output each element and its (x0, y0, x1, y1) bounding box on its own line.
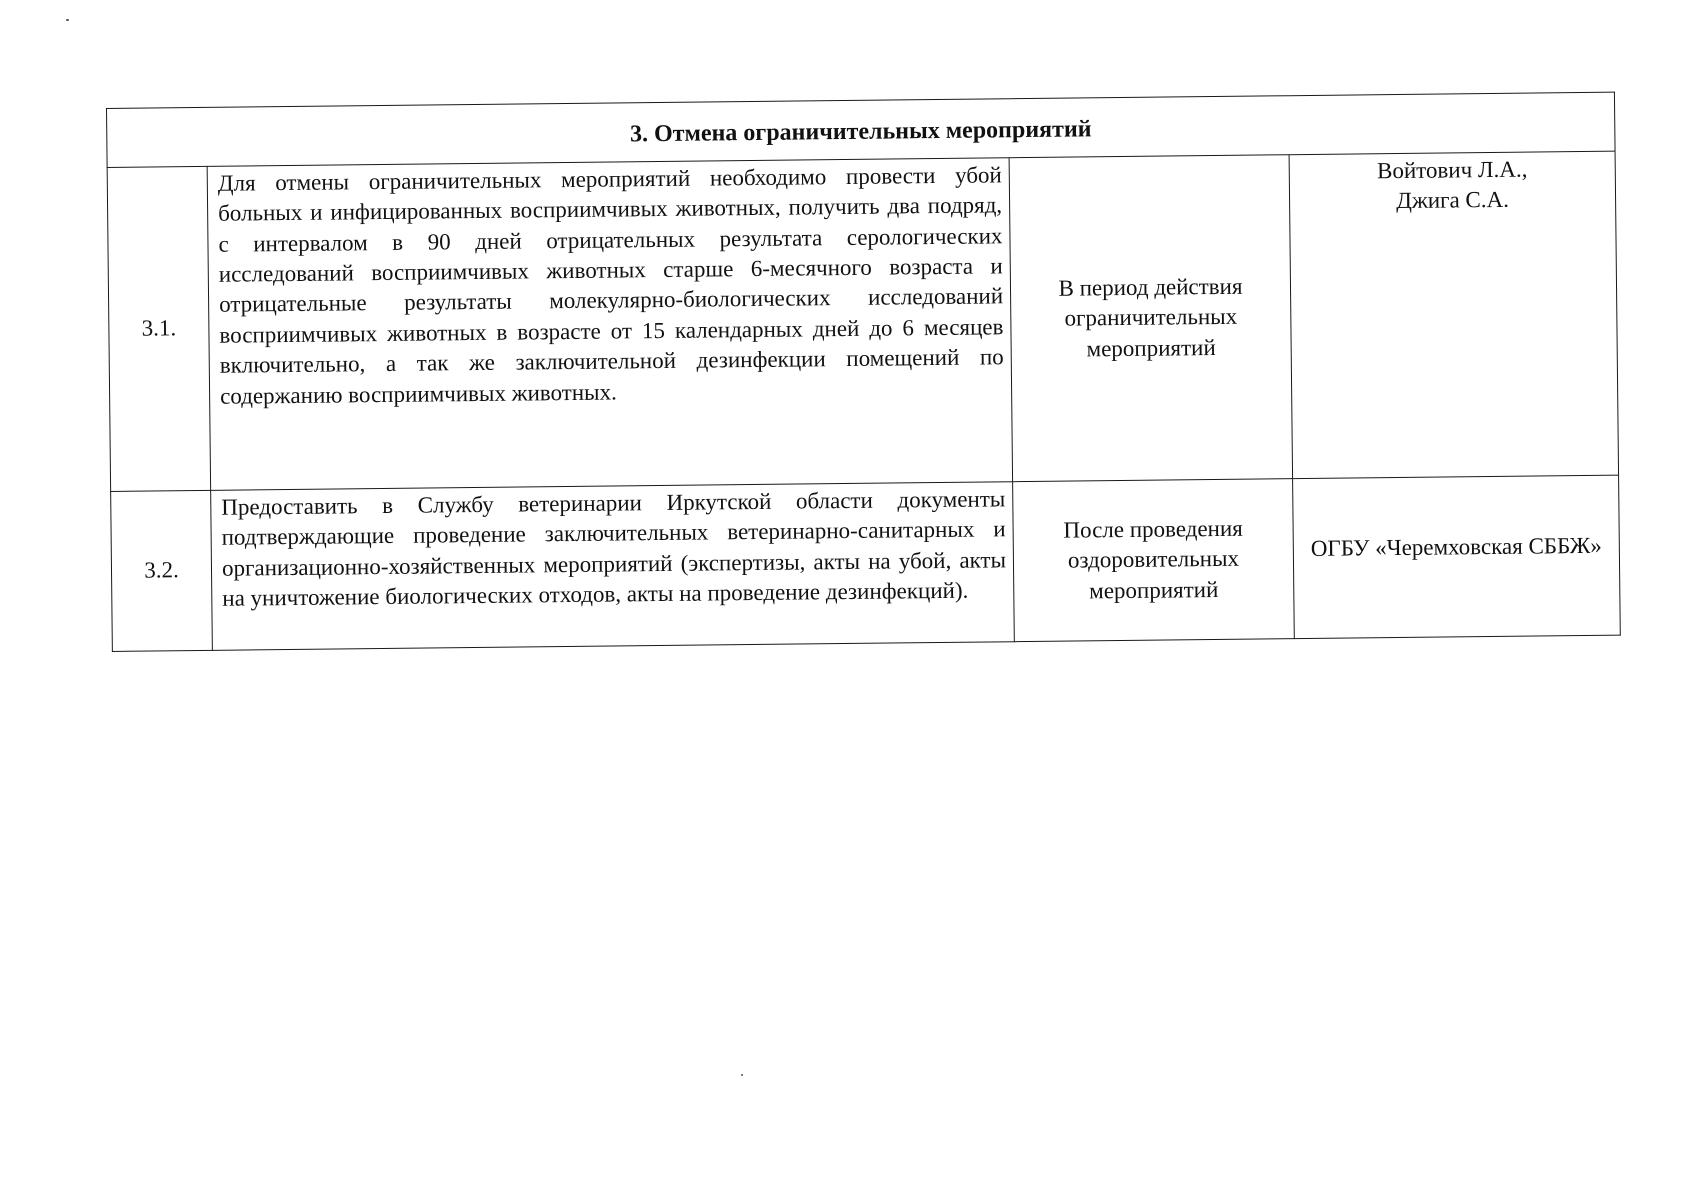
measures-table (106, 92, 1621, 652)
scan-speck (741, 1074, 743, 1076)
row-number: 3.1. (107, 166, 211, 491)
responsible-persons (1289, 151, 1618, 479)
responsible-organization: ОГБУ «Черемховская СББЖ» (1293, 475, 1621, 639)
measures-table-wrap (106, 92, 1620, 652)
section-title: 3. Отмена ограничительных мероприятий (107, 92, 1616, 167)
table-row (111, 475, 1621, 651)
execution-term: В период действия ограничительных мероприятий (1009, 155, 1292, 482)
execution-term: После проведения оздоровительных мероприятий (1013, 479, 1295, 642)
responsible-person: Войтович Л.А., (1376, 156, 1528, 184)
table-row (107, 151, 1618, 491)
responsible-person: Джига С.А. (1396, 187, 1510, 214)
scan-speck (66, 19, 69, 21)
task-description: Для отмены ограничительных мероприятий необходимо провести убой больных и инфицированных восприимчивых животных, получить два подряд, с интервалом в 90 дней отрицательных результата серологических исследований восприимчивых животных старше 6-месячного возраста и отрицательные результаты молекулярно-биологических исследований восприимчивых животных в возрасте от 15 календарных дней до 6 месяцев включительно, а так же заключительной дезинфекции помещений по содержанию восприимчивых животных. (207, 158, 1012, 491)
row-number: 3.2. (111, 490, 213, 651)
task-description: Предоставить в Службу ветеринарии Иркутской области документы подтверждающие проведение заключительных ветеринарно-санитарных и организационно-хозяйственных мероприятий (экспертизы, акты на убой, акты на уничтожение биологических отходов, акты на проведение дезинфекций). (211, 482, 1015, 651)
